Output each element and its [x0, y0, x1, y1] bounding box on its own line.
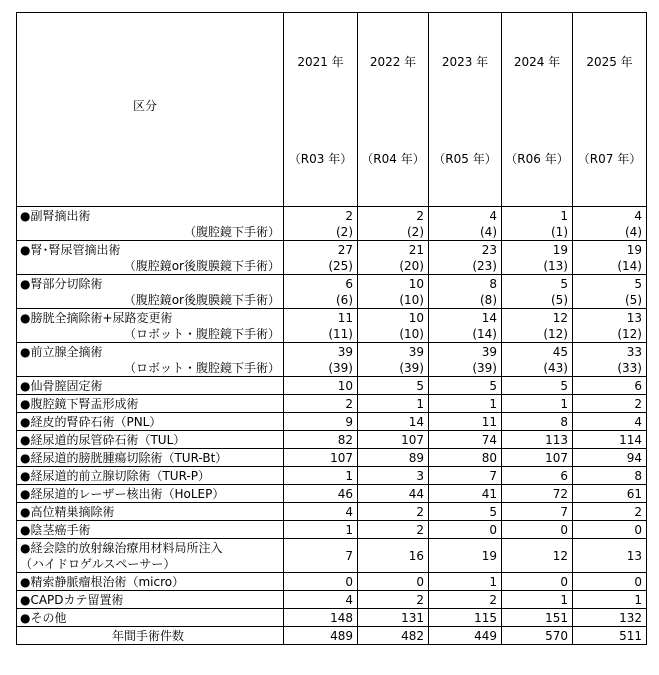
value-cell: 7 [502, 503, 573, 521]
value-cell [429, 343, 502, 377]
row-label-cell [17, 503, 284, 521]
row-label-cell [17, 609, 284, 627]
value-cell [358, 241, 429, 275]
value-cell [429, 207, 502, 241]
count-value: 5 [560, 276, 568, 291]
laparoscopic-count-value: (11) [328, 326, 353, 341]
laparoscopic-count-value: (5) [625, 292, 642, 307]
laparoscopic-count-value: (25) [328, 258, 353, 273]
row-label: ●副腎摘出術 [20, 208, 91, 223]
row-label-cell [17, 343, 284, 377]
row-label-cell [17, 449, 284, 467]
value-cell: 6 [502, 467, 573, 485]
count-value: 45 [552, 344, 568, 359]
value-cell [573, 275, 647, 309]
count-value: 16 [408, 548, 424, 563]
row-label-cell [17, 573, 284, 591]
row-label-cell [17, 413, 284, 431]
row-label: ●経尿道的前立腺切除術（TUR-P） [20, 468, 211, 483]
year-label: 2022 年 [369, 55, 417, 69]
value-cell: 0 [573, 573, 647, 591]
era-label: （R06 年） [505, 152, 569, 166]
table-row [17, 241, 647, 275]
laparoscopic-count-value: (12) [543, 326, 568, 341]
value-cell: 1 [502, 591, 573, 609]
row-label-cell [17, 539, 284, 573]
laparoscopic-count-value: (10) [399, 292, 424, 307]
year-header-2025 [573, 13, 647, 207]
value-cell [573, 539, 647, 573]
row-sublabel: （腹腔鏡下手術） [183, 224, 280, 239]
count-value: 7 [345, 548, 353, 563]
value-cell: 2 [429, 591, 502, 609]
year-header-2023 [429, 13, 502, 207]
table-row [17, 521, 647, 539]
table-row [17, 395, 647, 413]
value-cell: 151 [502, 609, 573, 627]
laparoscopic-count-value: (6) [336, 292, 353, 307]
total-label: 年間手術件数 [17, 627, 284, 645]
value-cell [284, 309, 358, 343]
laparoscopic-count-value: (1) [551, 224, 568, 239]
row-label: ●陰茎癌手術 [20, 522, 91, 537]
value-cell [358, 539, 429, 573]
count-value: 21 [408, 242, 424, 257]
year-header-2021 [284, 13, 358, 207]
row-label: ●仙骨膣固定術 [20, 378, 103, 393]
count-value: 13 [626, 310, 642, 325]
value-cell: 5 [429, 377, 502, 395]
count-value: 6 [345, 276, 353, 291]
value-cell: 4 [284, 503, 358, 521]
value-cell: 0 [284, 573, 358, 591]
total-value: 489 [284, 627, 358, 645]
value-cell: 114 [573, 431, 647, 449]
era-label: （R03 年） [288, 152, 353, 166]
value-cell [284, 207, 358, 241]
value-cell [429, 275, 502, 309]
laparoscopic-count-value: (12) [617, 326, 642, 341]
value-cell [429, 309, 502, 343]
count-value: 19 [626, 242, 642, 257]
value-cell [573, 207, 647, 241]
category-header [17, 13, 284, 207]
year-label: 2024 年 [513, 55, 561, 69]
laparoscopic-count-value: (2) [336, 224, 353, 239]
row-label: ●その他 [20, 610, 67, 625]
value-cell: 10 [284, 377, 358, 395]
total-value: 570 [502, 627, 573, 645]
value-cell: 2 [573, 503, 647, 521]
total-value: 449 [429, 627, 502, 645]
value-cell [502, 241, 573, 275]
value-cell: 4 [284, 591, 358, 609]
value-cell: 1 [358, 395, 429, 413]
row-label: ●腎･腎尿管摘出術 [20, 242, 121, 257]
row-label: ●CAPDカテ留置術 [20, 592, 124, 607]
count-value: 13 [626, 548, 642, 563]
value-cell: 80 [429, 449, 502, 467]
row-label-cell [17, 395, 284, 413]
row-label-cell [17, 309, 284, 343]
value-cell [358, 343, 429, 377]
value-cell: 1 [429, 395, 502, 413]
laparoscopic-count-value: (8) [480, 292, 497, 307]
value-cell: 44 [358, 485, 429, 503]
row-label-cell [17, 467, 284, 485]
table-row [17, 413, 647, 431]
value-cell: 8 [502, 413, 573, 431]
table-row [17, 449, 647, 467]
value-cell: 107 [284, 449, 358, 467]
value-cell: 2 [358, 521, 429, 539]
table-row [17, 485, 647, 503]
count-value: 12 [552, 548, 568, 563]
value-cell: 107 [358, 431, 429, 449]
value-cell [284, 539, 358, 573]
value-cell [573, 241, 647, 275]
category-header-text: 区分 [133, 99, 158, 113]
value-cell: 7 [429, 467, 502, 485]
value-cell: 115 [429, 609, 502, 627]
value-cell [284, 343, 358, 377]
value-cell: 74 [429, 431, 502, 449]
laparoscopic-count-value: (2) [407, 224, 424, 239]
value-cell [502, 207, 573, 241]
value-cell: 1 [429, 573, 502, 591]
value-cell: 3 [358, 467, 429, 485]
year-header-2022 [358, 13, 429, 207]
count-value: 19 [481, 548, 497, 563]
value-cell: 82 [284, 431, 358, 449]
value-cell: 8 [573, 467, 647, 485]
row-label-cell [17, 275, 284, 309]
total-value: 511 [573, 627, 647, 645]
row-label-cell [17, 591, 284, 609]
value-cell: 41 [429, 485, 502, 503]
value-cell: 0 [358, 573, 429, 591]
laparoscopic-count-value: (5) [551, 292, 568, 307]
value-cell: 11 [429, 413, 502, 431]
value-cell: 94 [573, 449, 647, 467]
count-value: 11 [337, 310, 353, 325]
value-cell [573, 343, 647, 377]
value-cell: 2 [358, 503, 429, 521]
row-label-cell [17, 431, 284, 449]
value-cell [502, 343, 573, 377]
row-label-cell [17, 377, 284, 395]
value-cell [429, 241, 502, 275]
value-cell: 0 [502, 573, 573, 591]
row-label-line2: （ハイドロゲルスペーサー） [20, 556, 176, 571]
row-label-cell [17, 241, 284, 275]
count-value: 14 [481, 310, 497, 325]
value-cell: 1 [284, 521, 358, 539]
laparoscopic-count-value: (10) [399, 326, 424, 341]
header-row [17, 13, 647, 207]
table-row [17, 539, 647, 573]
value-cell [284, 275, 358, 309]
table-row [17, 609, 647, 627]
count-value: 33 [626, 344, 642, 359]
row-label: ●精索静脈瘤根治術（micro） [20, 574, 185, 589]
count-value: 10 [408, 276, 424, 291]
row-label: ●前立腺全摘術 [20, 344, 103, 359]
table-row [17, 573, 647, 591]
laparoscopic-count-value: (4) [625, 224, 642, 239]
value-cell [284, 241, 358, 275]
laparoscopic-count-value: (39) [472, 360, 497, 375]
row-sublabel: （腹腔鏡or後腹膜鏡下手術） [123, 292, 280, 307]
laparoscopic-count-value: (20) [399, 258, 424, 273]
table-row [17, 591, 647, 609]
table-row [17, 343, 647, 377]
row-label: ●高位精巣摘除術 [20, 504, 115, 519]
row-sublabel: （腹腔鏡or後腹膜鏡下手術） [123, 258, 280, 273]
count-value: 19 [552, 242, 568, 257]
value-cell: 1 [284, 467, 358, 485]
value-cell [358, 275, 429, 309]
value-cell: 6 [573, 377, 647, 395]
row-sublabel: （ロボット・腹腔鏡下手術） [123, 326, 280, 341]
value-cell [502, 539, 573, 573]
count-value: 39 [408, 344, 424, 359]
laparoscopic-count-value: (4) [480, 224, 497, 239]
surgery-count-table [16, 12, 647, 645]
value-cell [573, 309, 647, 343]
value-cell [358, 309, 429, 343]
count-value: 4 [489, 208, 497, 223]
count-value: 5 [634, 276, 642, 291]
count-value: 1 [560, 208, 568, 223]
value-cell: 14 [358, 413, 429, 431]
row-label: ●膀胱全摘除術+尿路変更術 [20, 310, 173, 325]
laparoscopic-count-value: (14) [472, 326, 497, 341]
row-label: ●経尿道的レーザー核出術（HoLEP） [20, 486, 225, 501]
table-row [17, 309, 647, 343]
row-label: ●腎部分切除術 [20, 276, 103, 291]
row-label: ●経尿道的尿管砕石術（TUL） [20, 432, 186, 447]
era-label: （R04 年） [361, 152, 425, 166]
year-header-2024 [502, 13, 573, 207]
table-row [17, 377, 647, 395]
value-cell: 72 [502, 485, 573, 503]
value-cell: 113 [502, 431, 573, 449]
count-value: 8 [489, 276, 497, 291]
count-value: 12 [552, 310, 568, 325]
value-cell: 0 [502, 521, 573, 539]
row-label: ●経会陰的放射線治療用材料局所注入 [20, 540, 223, 555]
value-cell [502, 309, 573, 343]
row-label: ●経尿道的膀胱腫瘍切除術（TUR-Bt） [20, 450, 228, 465]
year-label: 2025 年 [586, 55, 633, 69]
laparoscopic-count-value: (14) [617, 258, 642, 273]
laparoscopic-count-value: (39) [399, 360, 424, 375]
value-cell: 5 [502, 377, 573, 395]
value-cell: 46 [284, 485, 358, 503]
table-row [17, 207, 647, 241]
count-value: 27 [337, 242, 353, 257]
laparoscopic-count-value: (33) [617, 360, 642, 375]
count-value: 39 [481, 344, 497, 359]
laparoscopic-count-value: (13) [543, 258, 568, 273]
total-value: 482 [358, 627, 429, 645]
value-cell: 1 [502, 395, 573, 413]
value-cell: 148 [284, 609, 358, 627]
count-value: 23 [481, 242, 497, 257]
value-cell: 5 [358, 377, 429, 395]
value-cell: 0 [429, 521, 502, 539]
value-cell: 1 [573, 591, 647, 609]
row-label-cell [17, 485, 284, 503]
table-row [17, 467, 647, 485]
laparoscopic-count-value: (23) [472, 258, 497, 273]
count-value: 2 [416, 208, 424, 223]
row-label: ●腹腔鏡下腎盂形成術 [20, 396, 139, 411]
count-value: 39 [337, 344, 353, 359]
value-cell: 5 [429, 503, 502, 521]
row-label-cell [17, 521, 284, 539]
table-row [17, 503, 647, 521]
value-cell: 2 [573, 395, 647, 413]
value-cell: 107 [502, 449, 573, 467]
count-value: 10 [408, 310, 424, 325]
value-cell: 132 [573, 609, 647, 627]
value-cell [358, 207, 429, 241]
count-value: 2 [345, 208, 353, 223]
row-sublabel: （ロボット・腹腔鏡下手術） [123, 360, 280, 375]
row-label: ●経皮的腎砕石術（PNL） [20, 414, 162, 429]
count-value: 4 [634, 208, 642, 223]
value-cell: 2 [358, 591, 429, 609]
value-cell [429, 539, 502, 573]
value-cell: 4 [573, 413, 647, 431]
laparoscopic-count-value: (39) [328, 360, 353, 375]
value-cell: 61 [573, 485, 647, 503]
year-label: 2023 年 [441, 55, 489, 69]
era-label: （R07 年） [577, 152, 642, 166]
value-cell: 2 [284, 395, 358, 413]
value-cell: 9 [284, 413, 358, 431]
value-cell: 131 [358, 609, 429, 627]
year-label: 2021 年 [297, 55, 344, 69]
row-label-cell [17, 207, 284, 241]
total-row [17, 627, 647, 645]
value-cell: 0 [573, 521, 647, 539]
value-cell [502, 275, 573, 309]
laparoscopic-count-value: (43) [543, 360, 568, 375]
table-row [17, 431, 647, 449]
table-row [17, 275, 647, 309]
era-label: （R05 年） [433, 152, 497, 166]
value-cell: 89 [358, 449, 429, 467]
